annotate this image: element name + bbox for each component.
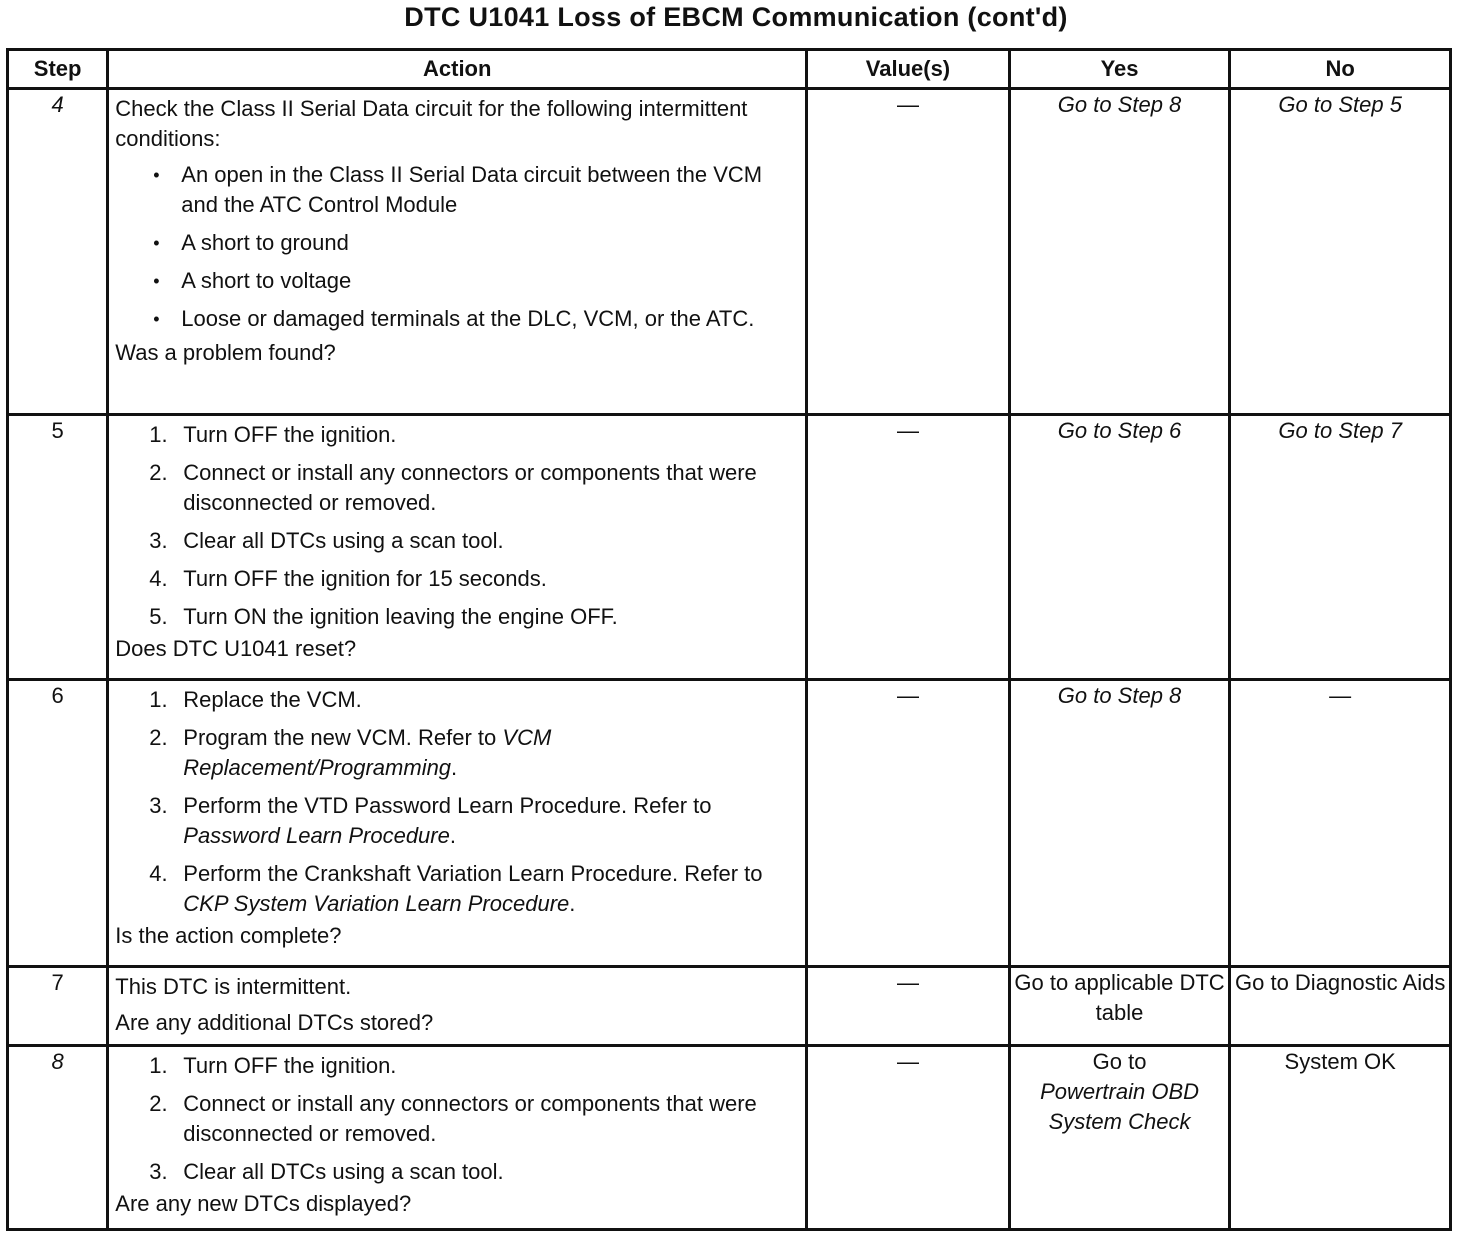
no-result: System OK [1284, 1049, 1396, 1074]
table-row-step-8 [8, 1046, 1451, 1230]
yes-link[interactable]: Go to applicable DTC table [1014, 970, 1225, 1025]
value-dash: — [896, 418, 919, 443]
table-row-step-5 [8, 415, 1451, 680]
list-item: 4. Turn OFF the ignition for 15 seconds. [149, 566, 547, 591]
value-cell [807, 89, 1010, 415]
reference-link[interactable]: Password Learn Procedure [183, 823, 450, 848]
no-link[interactable]: Go to Step 7 [1278, 418, 1402, 443]
condition-list [115, 160, 799, 334]
step-cell [8, 967, 108, 1046]
reference-link[interactable]: VCM Replacement/Programming [183, 725, 552, 780]
page-title: DTC U1041 Loss of EBCM Communication (cont'd) [404, 2, 1068, 32]
yes-cell [1009, 967, 1230, 1046]
procedure-list [115, 685, 799, 919]
value-cell [807, 415, 1010, 680]
list-item: 2. Program the new VCM. Refer to VCM Replacement/Programming. [149, 725, 552, 780]
no-cell [1230, 967, 1451, 1046]
list-item: • A short to ground [147, 228, 799, 258]
yes-link[interactable]: Go to Step 8 [1057, 683, 1182, 708]
value-dash: — [896, 970, 919, 995]
step-number: 5 [51, 418, 64, 443]
table-row-step-7 [8, 967, 1451, 1046]
action-cell [108, 680, 807, 967]
action-cell [108, 967, 807, 1046]
step-cell [8, 1046, 108, 1230]
diagnostic-table [6, 48, 1452, 1231]
list-item: 3. Perform the VTD Password Learn Procedure. Refer to Password Learn Procedure. [149, 793, 712, 848]
value-dash: — [896, 92, 919, 117]
procedure-list [115, 1051, 799, 1187]
yes-link[interactable]: Go to Step 8 [1057, 92, 1182, 117]
list-item: • An open in the Class II Serial Data circuit between the VCM and the ATC Control Module [153, 162, 763, 217]
procedure-list [115, 420, 799, 632]
action-text: This DTC is intermittent. [115, 974, 352, 999]
value-cell [807, 967, 1010, 1046]
list-item: • A short to voltage [147, 266, 799, 296]
header-action: Action [108, 50, 807, 89]
action-intro: Check the Class II Serial Data circuit for the following intermittent conditions: [115, 96, 748, 151]
yes-cell [1009, 415, 1230, 680]
step-cell [8, 680, 108, 967]
reference-link[interactable]: CKP System Variation Learn Procedure [183, 891, 570, 916]
list-item: 1. Turn OFF the ignition. [149, 422, 397, 447]
action-question: Are any new DTCs displayed? [115, 1191, 412, 1216]
step-number: 8 [51, 1049, 64, 1074]
yes-cell [1009, 1046, 1230, 1230]
yes-link[interactable] [1011, 1047, 1229, 1139]
action-cell [108, 1046, 807, 1230]
table-row-step-4 [8, 89, 1451, 415]
no-link[interactable]: Go to Step 5 [1278, 92, 1402, 117]
list-item: • Loose or damaged terminals at the DLC, VCM, or the ATC. [147, 304, 799, 334]
value-cell [807, 1046, 1010, 1230]
step-cell [8, 89, 108, 415]
no-cell [1230, 680, 1451, 967]
list-item: 5. Turn ON the ignition leaving the engine OFF. [149, 604, 618, 629]
list-item: 4. Perform the Crankshaft Variation Learn Procedure. Refer to CKP System Variation Learn Procedure. [149, 861, 763, 916]
list-item: 1. Replace the VCM. [149, 687, 362, 712]
action-question: Are any additional DTCs stored? [115, 1010, 434, 1035]
action-question: Does DTC U1041 reset? [115, 636, 357, 661]
list-item: 1. Turn OFF the ignition. [149, 1053, 397, 1078]
value-dash: — [896, 683, 919, 708]
table-row-step-6 [8, 680, 1451, 967]
yes-link[interactable]: Go to Step 6 [1057, 418, 1182, 443]
value-dash: — [896, 1049, 919, 1074]
bullet-icon: • [153, 309, 160, 329]
step-number: 7 [51, 970, 64, 995]
list-item: 2. Connect or install any connectors or components that were disconnected or removed. [149, 460, 757, 515]
header-values: Value(s) [807, 50, 1010, 89]
no-cell [1230, 89, 1451, 415]
yes-cell [1009, 680, 1230, 967]
header-step: Step [8, 50, 108, 89]
action-cell [108, 89, 807, 415]
yes-cell [1009, 89, 1230, 415]
step-number: 6 [51, 683, 64, 708]
bullet-icon: • [153, 233, 160, 253]
header-yes: Yes [1009, 50, 1230, 89]
no-link[interactable]: Go to Diagnostic Aids [1235, 970, 1446, 995]
header-no: No [1230, 50, 1451, 89]
list-item: 3. Clear all DTCs using a scan tool. [149, 1159, 504, 1184]
no-cell [1230, 1046, 1451, 1230]
step-cell [8, 415, 108, 680]
action-question: Was a problem found? [115, 340, 336, 365]
list-item: 3. Clear all DTCs using a scan tool. [149, 528, 504, 553]
action-cell [108, 415, 807, 680]
bullet-icon: • [153, 271, 160, 291]
no-dash: — [1329, 683, 1352, 708]
action-question: Is the action complete? [115, 923, 342, 948]
value-cell [807, 680, 1010, 967]
yes-link-reference: Powertrain OBD System Check [1040, 1079, 1200, 1134]
no-cell [1230, 415, 1451, 680]
header-row [8, 50, 1451, 89]
step-number: 4 [51, 92, 64, 117]
list-item: 2. Connect or install any connectors or components that were disconnected or removed. [149, 1091, 757, 1146]
bullet-icon: • [153, 165, 160, 185]
yes-link-prefix: Go to [1092, 1049, 1147, 1074]
